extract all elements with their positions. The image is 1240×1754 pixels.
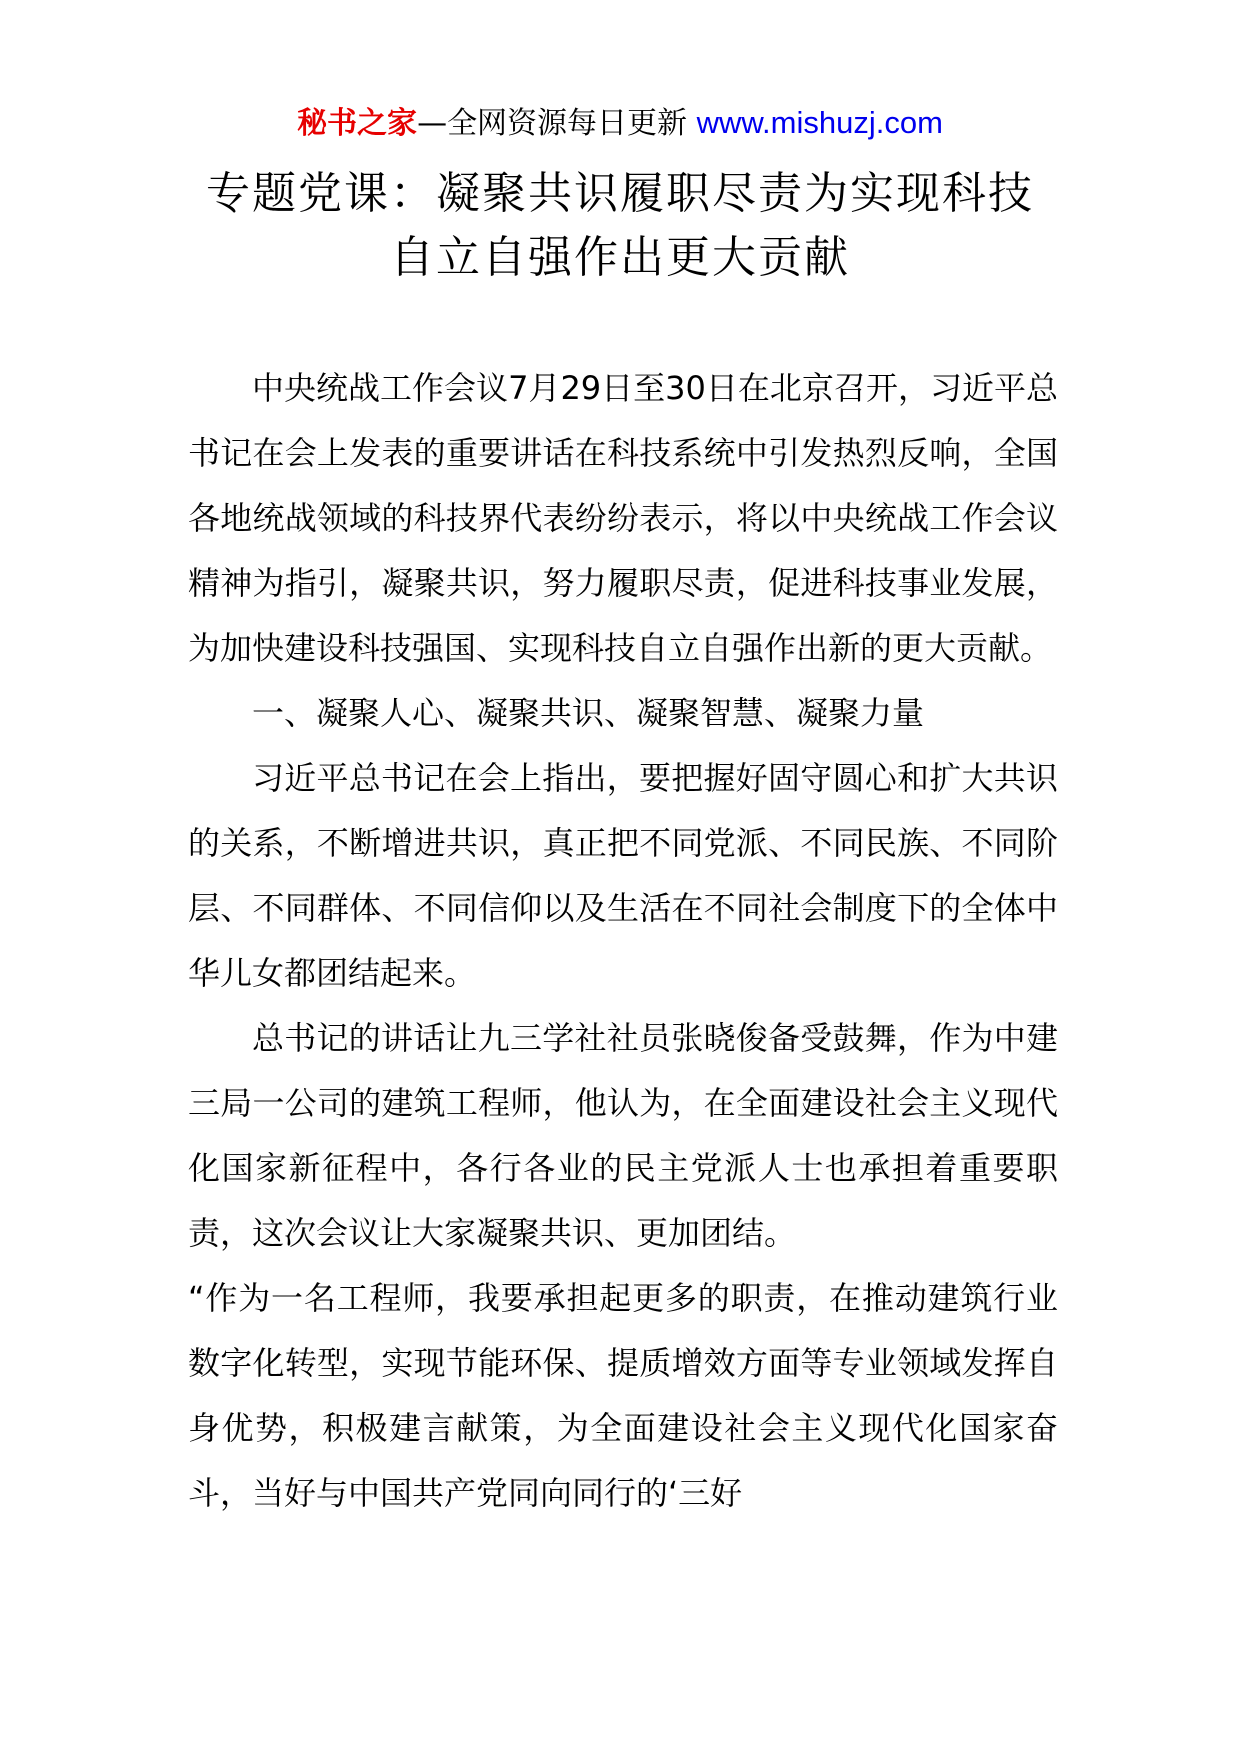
site-brand: 秘书之家: [297, 106, 418, 141]
body-paragraph: 习近平总书记在会上指出，要把握好固守圆心和扩大共识的关系，不断增进共识，真正把不同党派、不同民族、不同阶层、不同群体、不同信仰以及生活在不同社会制度下的全体中华儿女都团结起来。: [188, 759, 1058, 992]
body-paragraph: 中央统战工作会议7月29日至30日在北京召开，习近平总书记在会上发表的重要讲话在科技系统中引发热烈反响，全国各地统战领域的科技界代表纷纷表示，将以中央统战工作会议精神为指引，凝聚共识，努力履职尽责，促进科技事业发展，为加快建设科技强国、实现科技自立自强作出新的更大贡献。: [188, 369, 1058, 667]
site-tagline: —全网资源每日更新: [417, 106, 697, 141]
body-paragraph: 总书记的讲话让九三学社社员张晓俊备受鼓舞，作为中建三局一公司的建筑工程师，他认为，在全面建设社会主义现代化国家新征程中，各行各业的民主党派人士也承担着重要职责，这次会议让大家凝聚共识、更加团结。: [188, 1019, 1058, 1252]
title-line-2: 自立自强作出更大贡献: [390, 232, 850, 283]
document-body: [188, 356, 1058, 1526]
title-line-1: 专题党课：凝聚共识履职尽责为实现科技: [206, 168, 1034, 219]
body-paragraph-quote: “作为一名工程师，我要承担起更多的职责，在推动建筑行业数字化转型，实现节能环保、提质增效方面等专业领域发挥自身优势，积极建言献策，为全面建设社会主义现代化国家奋斗，当好与中国共产党同向同行的‘三好: [188, 1279, 1058, 1512]
document-title: [0, 162, 1240, 290]
site-header: [0, 101, 1240, 146]
section-heading: 一、凝聚人心、凝聚共识、凝聚智慧、凝聚力量: [252, 694, 925, 732]
site-url-link[interactable]: www.mishuzj.com: [696, 105, 943, 140]
